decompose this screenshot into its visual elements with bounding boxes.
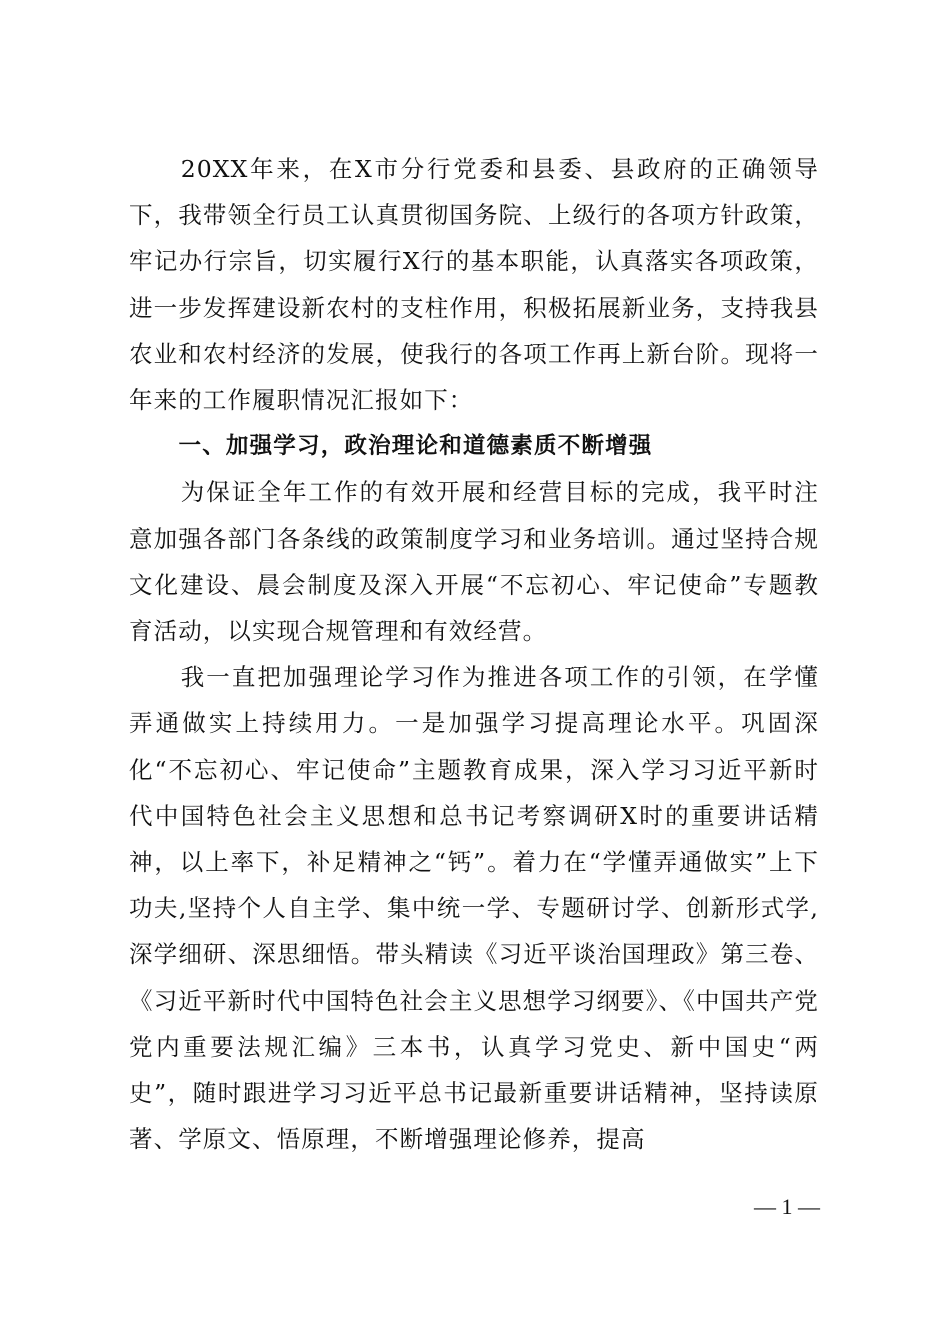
section-heading: 一、加强学习，政治理论和道德素质不断增强 xyxy=(178,433,653,460)
intro-paragraph: 20XX年来，在X市分行党委和县委、县政府的正确领导下，我带领全行员工认真贯彻国务院、上级行的各项方针政策，牢记办行宗旨，切实履行X行的基本职能，认真落实各项政策，进一步发挥建设新农村的支柱作用，积极拓展新业务，支持我县农业和农村经济的发展，使我行的各项工作再上新台阶。现将一年来的工作履职情况汇报如下： xyxy=(129,155,819,415)
page-number: — 1 — xyxy=(754,1194,820,1219)
document-body xyxy=(129,146,819,1162)
section-paragraph-1: 为保证全年工作的有效开展和经营目标的完成，我平时注意加强各部门各条线的政策制度学习和业务培训。通过坚持合规文化建设、晨会制度及深入开展“不忘初心、牢记使命”专题教育活动，以实现合规管理和有效经营。 xyxy=(129,478,819,646)
section-paragraph-2: 我一直把加强理论学习作为推进各项工作的引领，在学懂弄通做实上持续用力。一是加强学习提高理论水平。巩固深化“不忘初心、牢记使命”主题教育成果，深入学习习近平新时代中国特色社会主义思想和总书记考察调研X时的重要讲话精神，以上率下，补足精神之“钙”。着力在“学懂弄通做实”上下功夫,坚持个人自主学、集中统一学、专题研讨学、创新形式学,深学细研、深思细悟。带头精读《习近平谈治国理政》第三卷、《习近平新时代中国特色社会主义思想学习纲要》、《中国共产党党内重要法规汇编》三本书，认真学习党史、新中国史“两史”，随时跟进学习习近平总书记最新重要讲话精神，坚持读原著、学原文、悟原理，不断增强理论修养，提高 xyxy=(129,663,819,1154)
